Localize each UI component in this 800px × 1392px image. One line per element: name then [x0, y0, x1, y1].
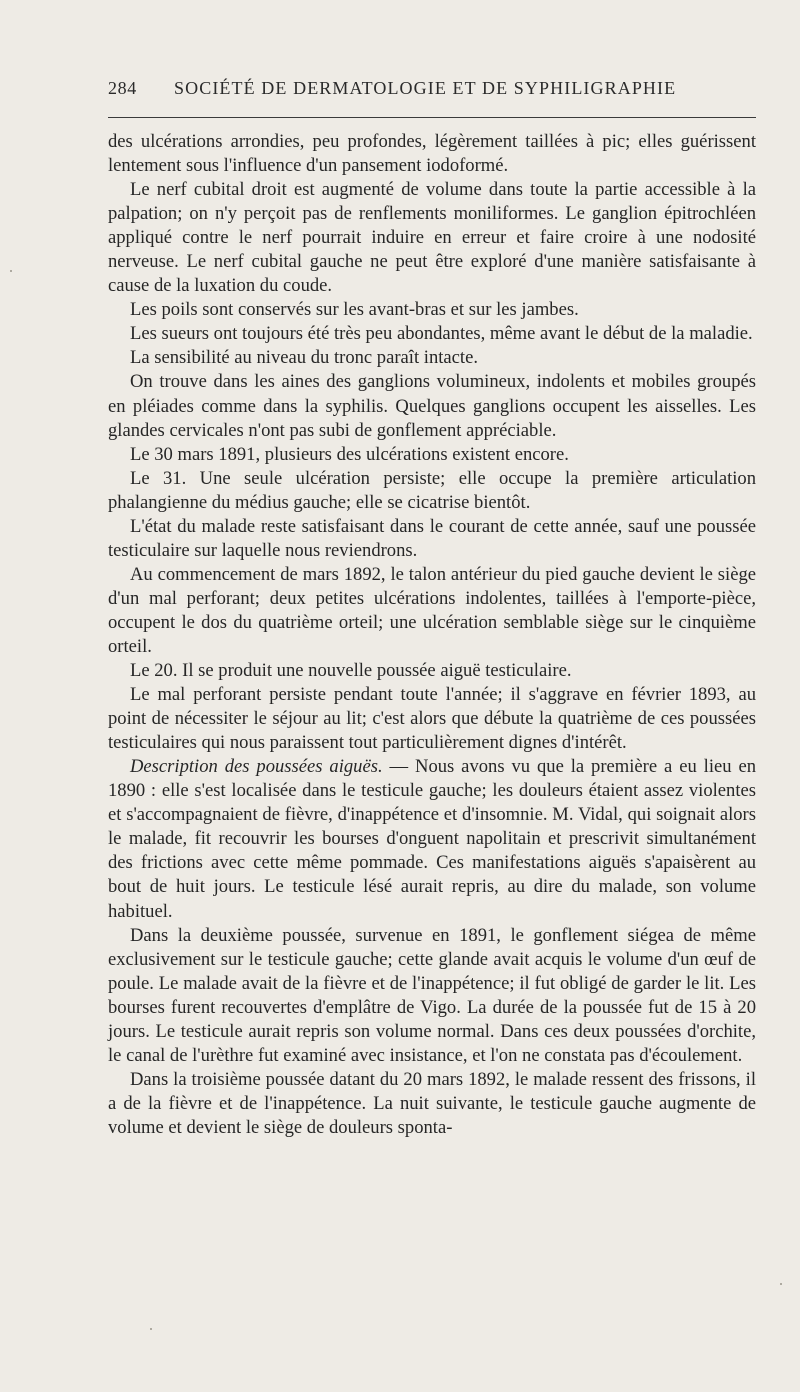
paragraph: On trouve dans les aines des ganglions volumineux, indolents et mobiles groupés en pléiades comme dans la syphilis. Quelques ganglions occupent les aisselles. Les glandes cervicales n'ont pas subi de gonflement appréciable. — [108, 371, 756, 441]
header-rule — [108, 117, 756, 118]
paragraph: Au commencement de mars 1892, le talon antérieur du pied gauche devient le siège d'un mal perforant; deux petites ulcérations indolentes, taillées à l'emporte-pièce, occupent le dos du quatrième orteil; une ulcération semblable siège sur le cinquième orteil. — [108, 563, 756, 657]
paragraph: La sensibilité au niveau du tronc paraît intacte. — [130, 347, 478, 369]
paragraph: Dans la deuxième poussée, survenue en 1891, le gonflement siégea de même exclusivement sur le testicule gauche; cette glande avait acquis le volume d'un œuf de poule. Le malade avait de la fièvre et de l'inappétence; il fut obligé de garder le lit. Les bourses furent recouvertes d'emplâtre de Vigo. La durée de la poussée fut de 15 à 20 jours. Le testicule aurait repris son volume normal. Dans ces deux poussées d'orchite, le canal de l'urèthre fut examiné avec insistance, et l'on ne constata pas d'écoulement. — [108, 924, 756, 1066]
body-text — [108, 130, 756, 1140]
running-head — [108, 78, 756, 108]
paragraph-text: — Nous avons vu que la première a eu lieu en 1890 : elle s'est localisée dans le testicule gauche; les douleurs étaient assez violentes et s'accompagnaient de fièvre, d'inappétence et d'insomnie. M. Vidal, qui soignait alors le malade, fit recouvrir les bourses d'onguent napolitain et prescrivit simultanément des frictions avec cette même pommade. Ces manifestations aiguës s'apaisèrent au bout de huit jours. Le testicule lésé aurait repris, au dire du malade, son volume habituel. — [108, 756, 756, 922]
paragraph-with-heading — [108, 755, 756, 923]
paper-speck — [10, 270, 12, 272]
paragraph: Les sueurs ont toujours été très peu abondantes, même avant le début de la maladie. — [130, 323, 753, 345]
paragraph: L'état du malade reste satisfaisant dans le courant de cette année, sauf une poussée testiculaire sur laquelle nous reviendrons. — [108, 515, 756, 561]
paragraph: Le 31. Une seule ulcération persiste; elle occupe la première articulation phalangienne du médius gauche; elle se cicatrise bientôt. — [108, 467, 756, 513]
paper-speck — [150, 1328, 152, 1330]
journal-title: SOCIÉTÉ DE DERMATOLOGIE ET DE SYPHILIGRAPHIE — [174, 78, 677, 98]
paragraph: Le 20. Il se produit une nouvelle poussée aiguë testiculaire. — [130, 660, 572, 682]
paper-speck — [780, 1283, 782, 1285]
paragraph: Le mal perforant persiste pendant toute l'année; il s'aggrave en février 1893, au point de nécessiter le séjour au lit; c'est alors que débute la quatrième de ces poussées testiculaires qui nous paraissent tout particulièrement dignes d'intérêt. — [108, 684, 756, 754]
paragraph: Dans la troisième poussée datant du 20 mars 1892, le malade ressent des frissons, il a de la fièvre et de l'inappétence. La nuit suivante, le testicule gauche augmente de volume et devient le siège de douleurs sponta- — [108, 1068, 756, 1138]
paragraph: des ulcérations arrondies, peu profondes, légèrement taillées à pic; elles guérissent lentement sous l'influence d'un pansement iodoformé. — [108, 131, 756, 177]
section-heading: Description des poussées aiguës. — [130, 756, 383, 778]
paragraph: Le 30 mars 1891, plusieurs des ulcérations existent encore. — [130, 443, 569, 465]
paragraph: Les poils sont conservés sur les avant-bras et sur les jambes. — [130, 299, 579, 321]
paragraph: Le nerf cubital droit est augmenté de volume dans toute la partie accessible à la palpation; on n'y perçoit pas de renflements moniliformes. Le ganglion épitrochléen appliqué contre le nerf pourrait induire en erreur et faire croire à une nodosité nerveuse. Le nerf cubital gauche ne peut être exploré d'une manière satisfaisante à cause de la luxation du coude. — [108, 179, 756, 297]
page-number: 284 — [108, 78, 137, 98]
